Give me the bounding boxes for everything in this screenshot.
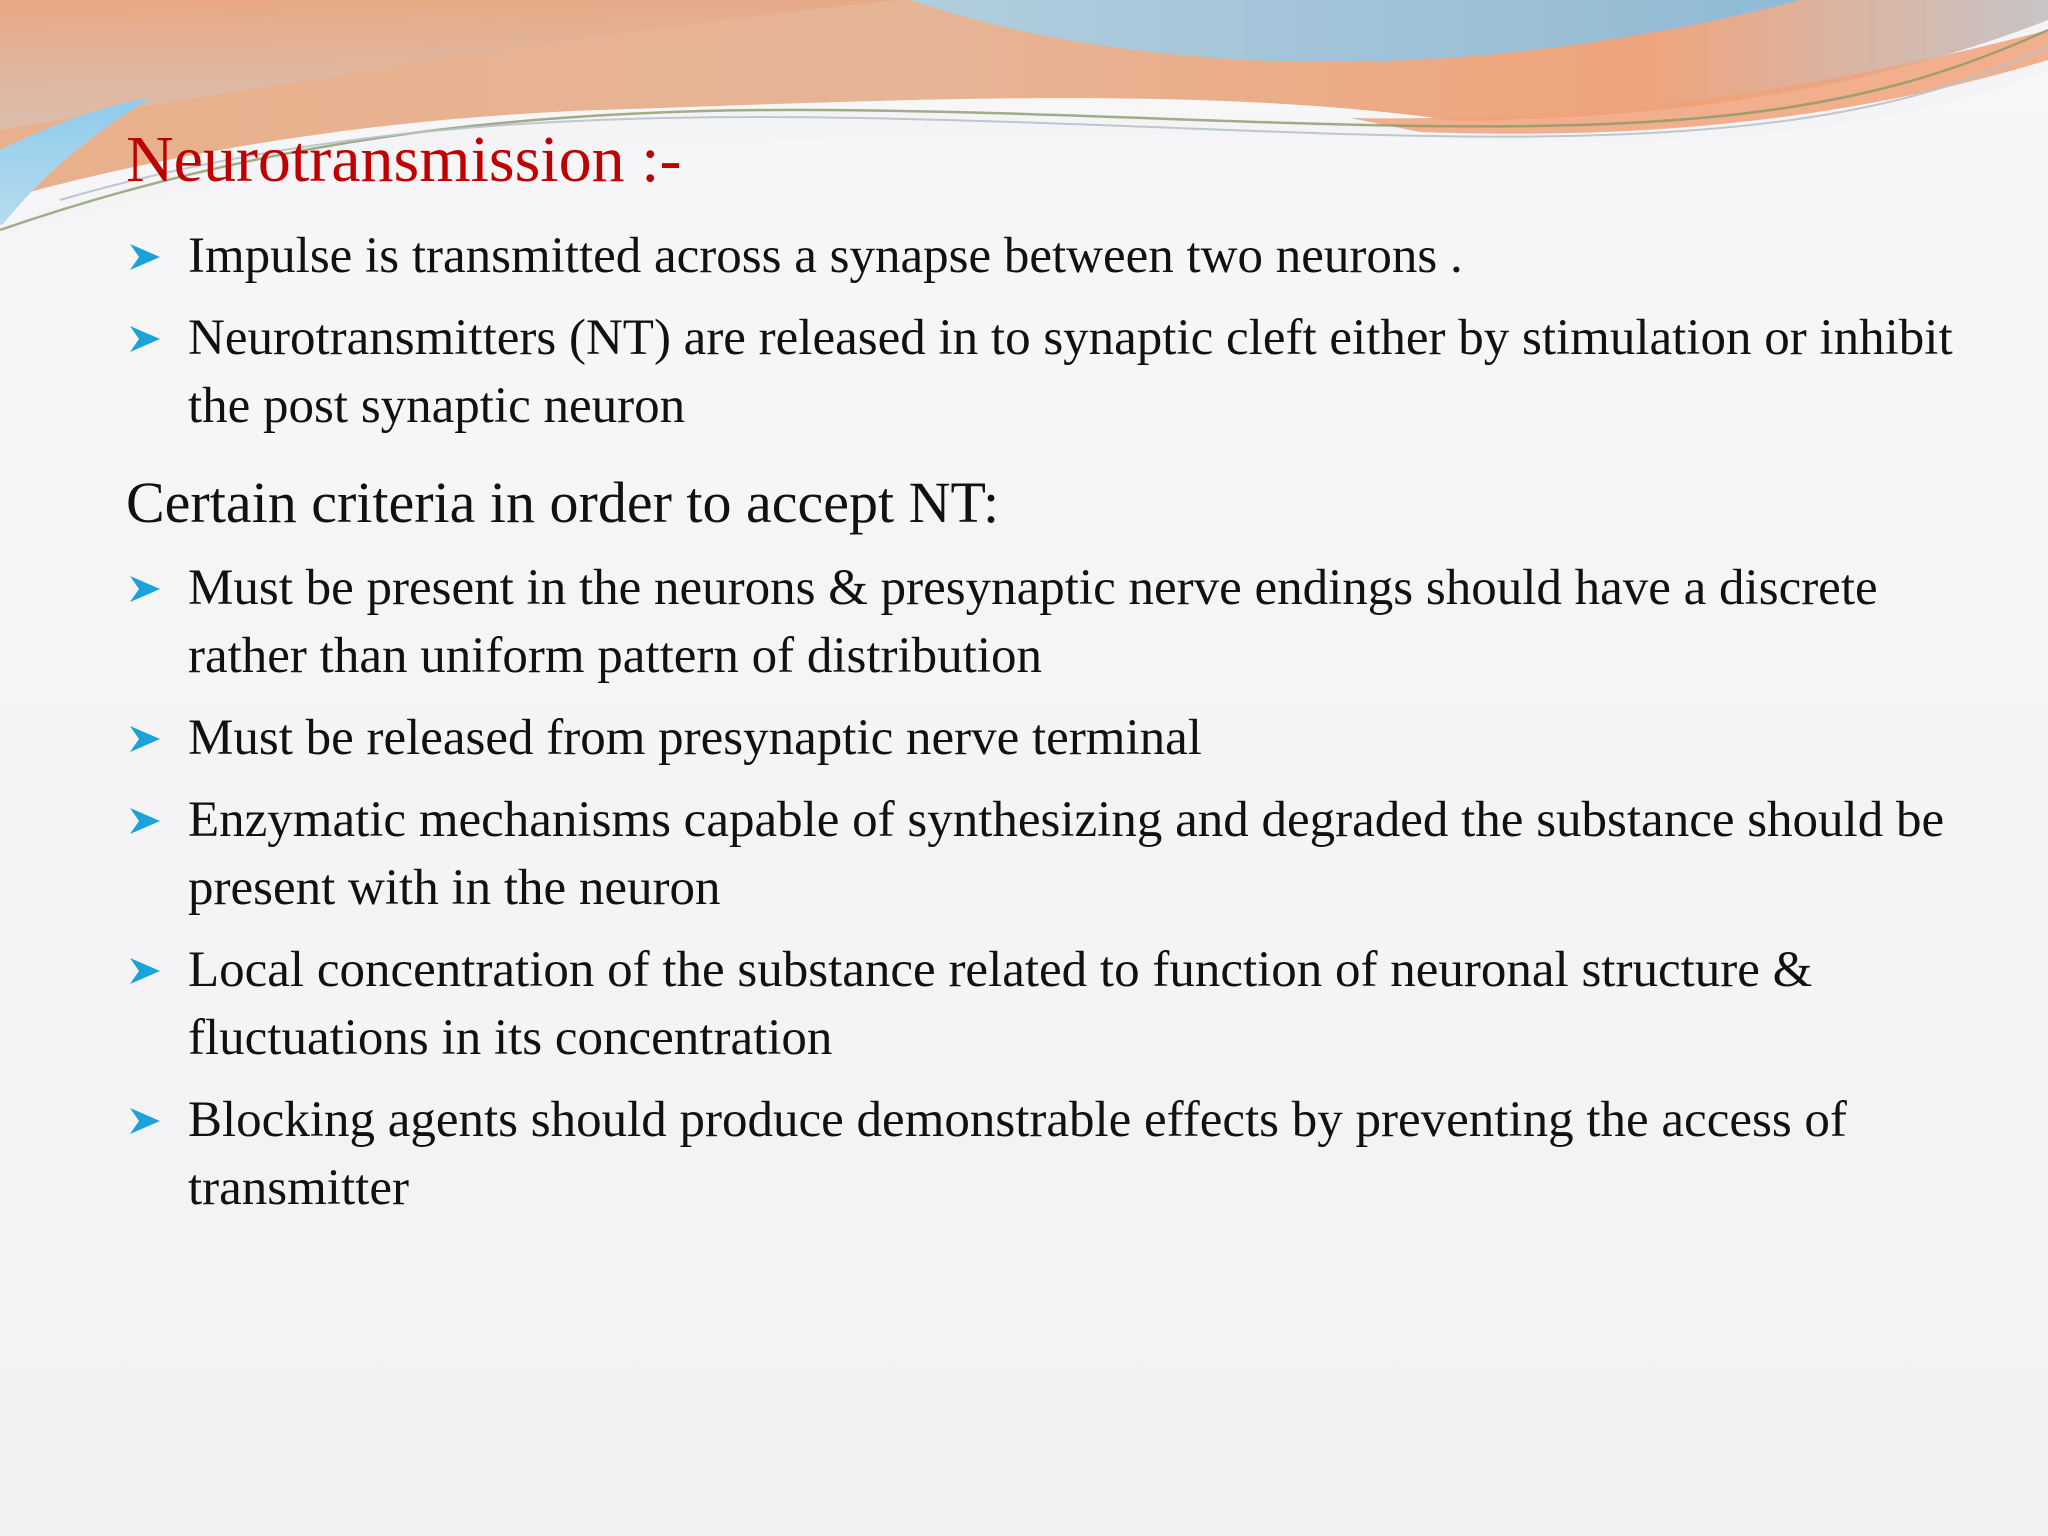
arrowhead-bullet-icon xyxy=(128,807,162,835)
bullet-item xyxy=(126,786,1956,922)
arrowhead-bullet-icon xyxy=(128,957,162,985)
bullet-text: Impulse is transmitted across a synapse between two neurons . xyxy=(188,228,1463,284)
bullet-text: Blocking agents should produce demonstrable effects by preventing the access of transmitter xyxy=(188,1092,1847,1216)
arrowhead-bullet-icon xyxy=(128,243,162,271)
bullet-item xyxy=(126,304,1956,440)
criteria-heading: Certain criteria in order to accept NT: xyxy=(126,470,1000,535)
arrowhead-bullet-icon xyxy=(128,325,162,353)
bullet-text: Enzymatic mechanisms capable of synthesizing and degraded the substance should be present with in the neuron xyxy=(188,792,1945,916)
bullet-item xyxy=(126,704,1956,772)
bullet-text: Must be present in the neurons & presynaptic nerve endings should have a discrete rather than uniform pattern of distribution xyxy=(188,560,1878,684)
criteria-bullet-list xyxy=(126,554,1956,1236)
intro-bullet-list xyxy=(126,222,1956,454)
bullet-text: Neurotransmitters (NT) are released in to synaptic cleft either by stimulation or inhibit the post synaptic neuron xyxy=(188,310,1953,434)
bullet-text: Must be released from presynaptic nerve terminal xyxy=(188,710,1202,766)
slide-title: Neurotransmission :- xyxy=(126,123,682,196)
bullet-text: Local concentration of the substance related to function of neuronal structure & fluctuations in its concentration xyxy=(188,942,1813,1066)
header-wave-decoration xyxy=(0,0,2048,240)
bullet-item xyxy=(126,222,1956,290)
bullet-item xyxy=(126,554,1956,690)
bullet-item xyxy=(126,1086,1956,1222)
arrowhead-bullet-icon xyxy=(128,725,162,753)
bullet-item xyxy=(126,936,1956,1072)
arrowhead-bullet-icon xyxy=(128,1107,162,1135)
arrowhead-bullet-icon xyxy=(128,575,162,603)
